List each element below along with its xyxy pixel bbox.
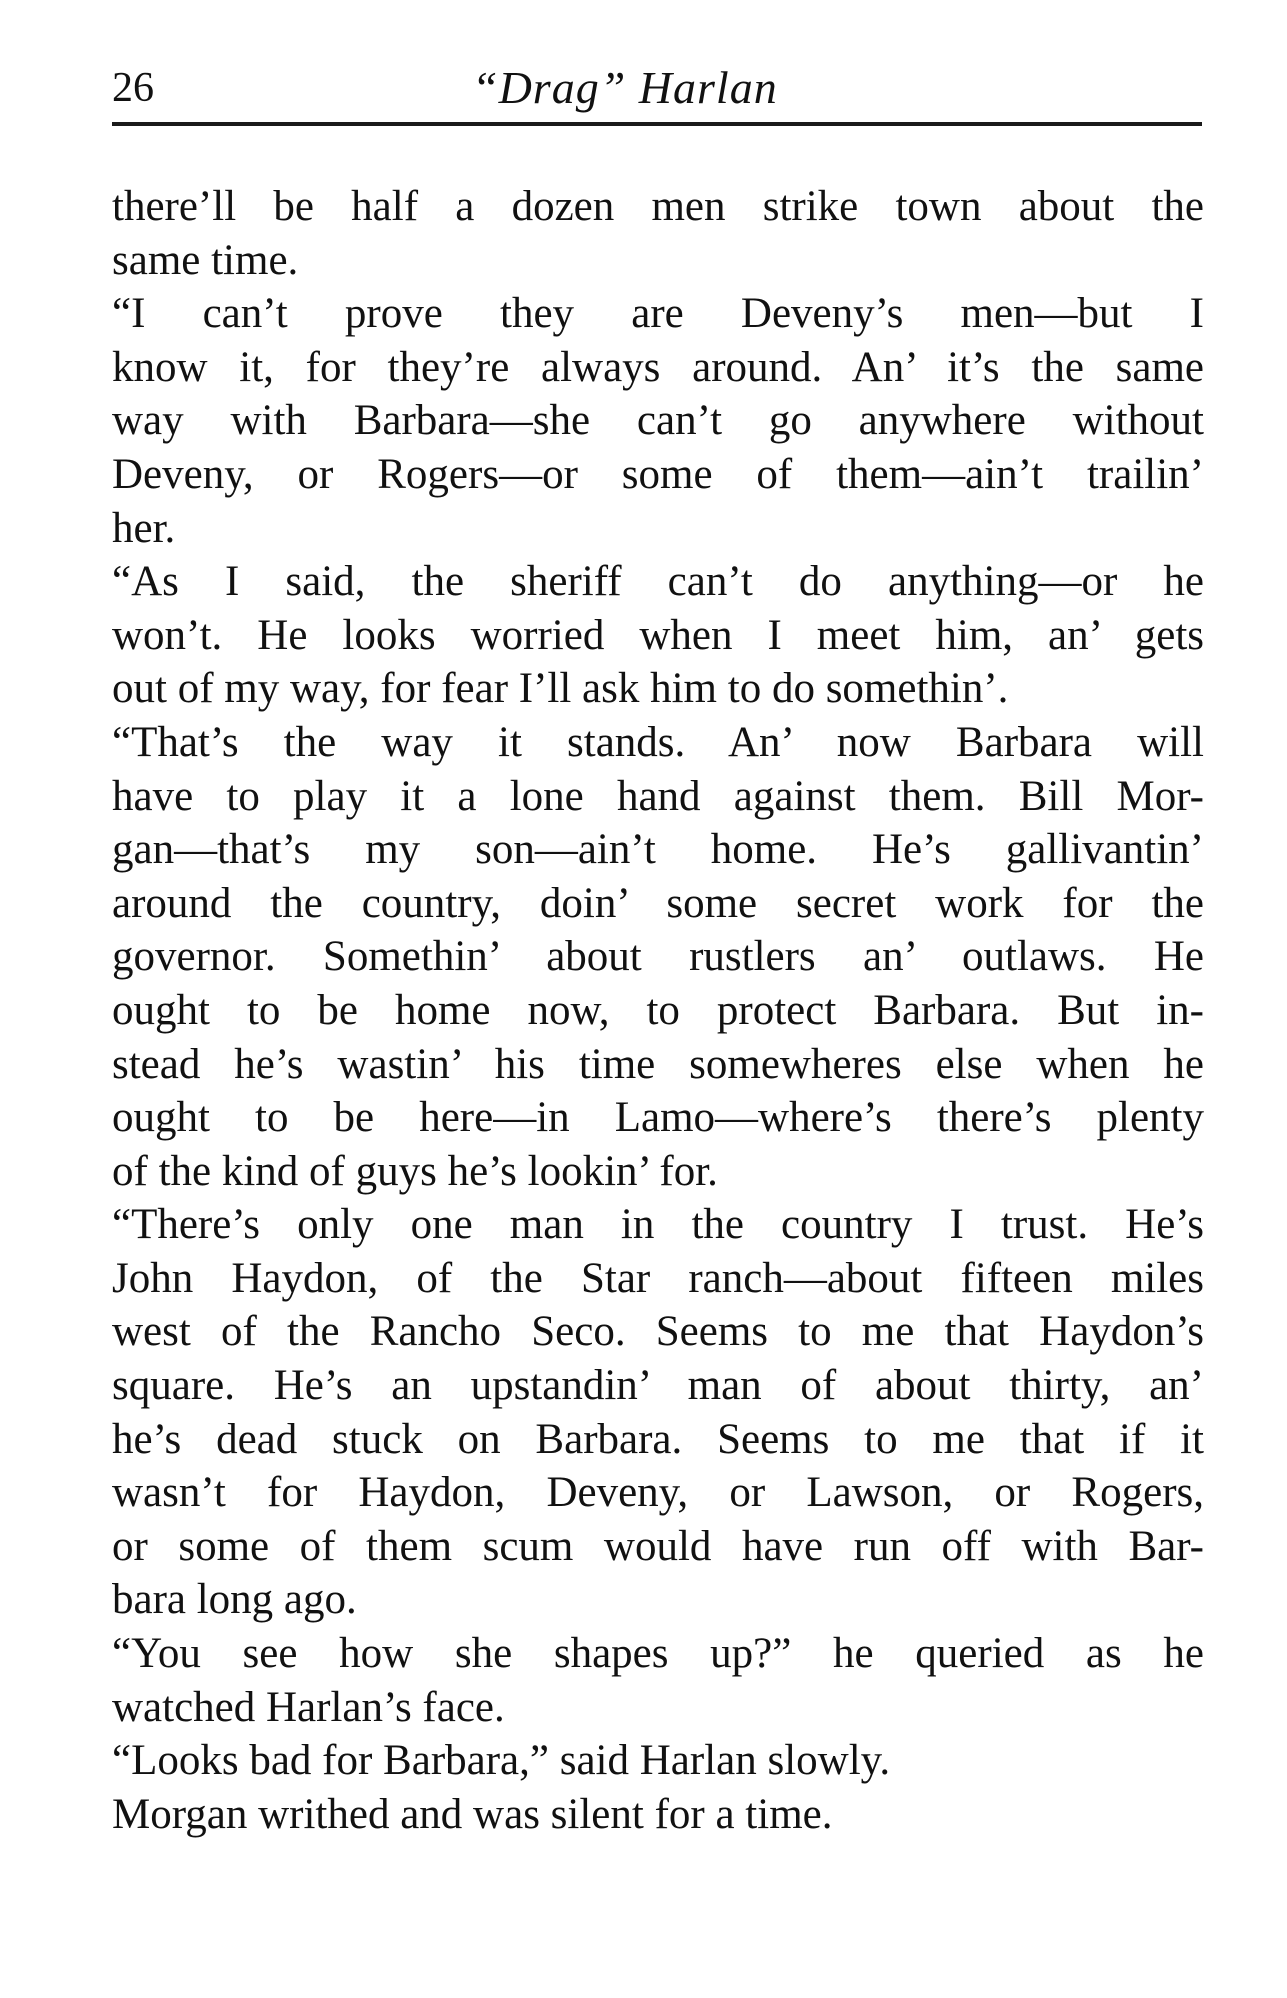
text-line: stead he’s wastin’ his time somewheres else when he bbox=[112, 1040, 1204, 1088]
text-line: way with Barbara—she can’t go anywhere without bbox=[112, 397, 1204, 445]
text-line: Morgan writhed and was silent for a time. bbox=[112, 1790, 833, 1838]
text-line: “I can’t prove they are Deveny’s men—but I bbox=[112, 290, 1204, 338]
text-line: know it, for they’re always around. An’ it’s the same bbox=[112, 343, 1204, 391]
text-line: “You see how she shapes up?” he queried as he bbox=[112, 1630, 1204, 1678]
text-line: John Haydon, of the Star ranch—about fifteen miles bbox=[112, 1254, 1204, 1302]
text-line: of the kind of guys he’s lookin’ for. bbox=[112, 1147, 718, 1195]
text-line: “There’s only one man in the country I trust. He’s bbox=[112, 1201, 1204, 1249]
text-line: ought to be here—in Lamo—where’s there’s plenty bbox=[112, 1094, 1204, 1142]
text-line: around the country, doin’ some secret work for the bbox=[112, 879, 1204, 927]
text-line: he’s dead stuck on Barbara. Seems to me that if it bbox=[112, 1415, 1204, 1463]
text-line: out of my way, for fear I’ll ask him to do somethin’. bbox=[112, 665, 1009, 713]
text-line: her. bbox=[112, 504, 176, 552]
running-head bbox=[112, 58, 1202, 118]
text-line: have to play it a lone hand against them. Bill Mor- bbox=[112, 772, 1204, 820]
text-line: “That’s the way it stands. An’ now Barbara will bbox=[112, 718, 1204, 766]
text-line: won’t. He looks worried when I meet him, an’ gets bbox=[112, 611, 1204, 659]
text-line: square. He’s an upstandin’ man of about thirty, an’ bbox=[112, 1362, 1204, 1410]
text-line: there’ll be half a dozen men strike town about the bbox=[112, 183, 1204, 230]
text-line: Deveny, or Rogers—or some of them—ain’t trailin’ bbox=[112, 450, 1204, 498]
header-rule bbox=[112, 122, 1202, 126]
text-line: bara long ago. bbox=[112, 1576, 357, 1624]
text-line: “Looks bad for Barbara,” said Harlan slowly. bbox=[112, 1737, 891, 1785]
text-line: gan—that’s my son—ain’t home. He’s gallivantin’ bbox=[112, 826, 1204, 874]
running-title: “Drag” Harlan bbox=[472, 62, 778, 113]
text-line: west of the Rancho Seco. Seems to me that Haydon’s bbox=[112, 1308, 1204, 1356]
text-line: same time. bbox=[112, 236, 299, 284]
text-line: governor. Somethin’ about rustlers an’ outlaws. He bbox=[112, 933, 1204, 981]
text-line: wasn’t for Haydon, Deveny, or Lawson, or Rogers, bbox=[112, 1469, 1204, 1517]
text-line: ought to be home now, to protect Barbara. But in- bbox=[112, 986, 1204, 1034]
body-text bbox=[112, 180, 1204, 1841]
text-line: “As I said, the sheriff can’t do anything—or he bbox=[112, 558, 1204, 606]
page-number: 26 bbox=[112, 65, 154, 111]
text-line: watched Harlan’s face. bbox=[112, 1683, 505, 1731]
text-line: or some of them scum would have run off with Bar- bbox=[112, 1522, 1204, 1570]
